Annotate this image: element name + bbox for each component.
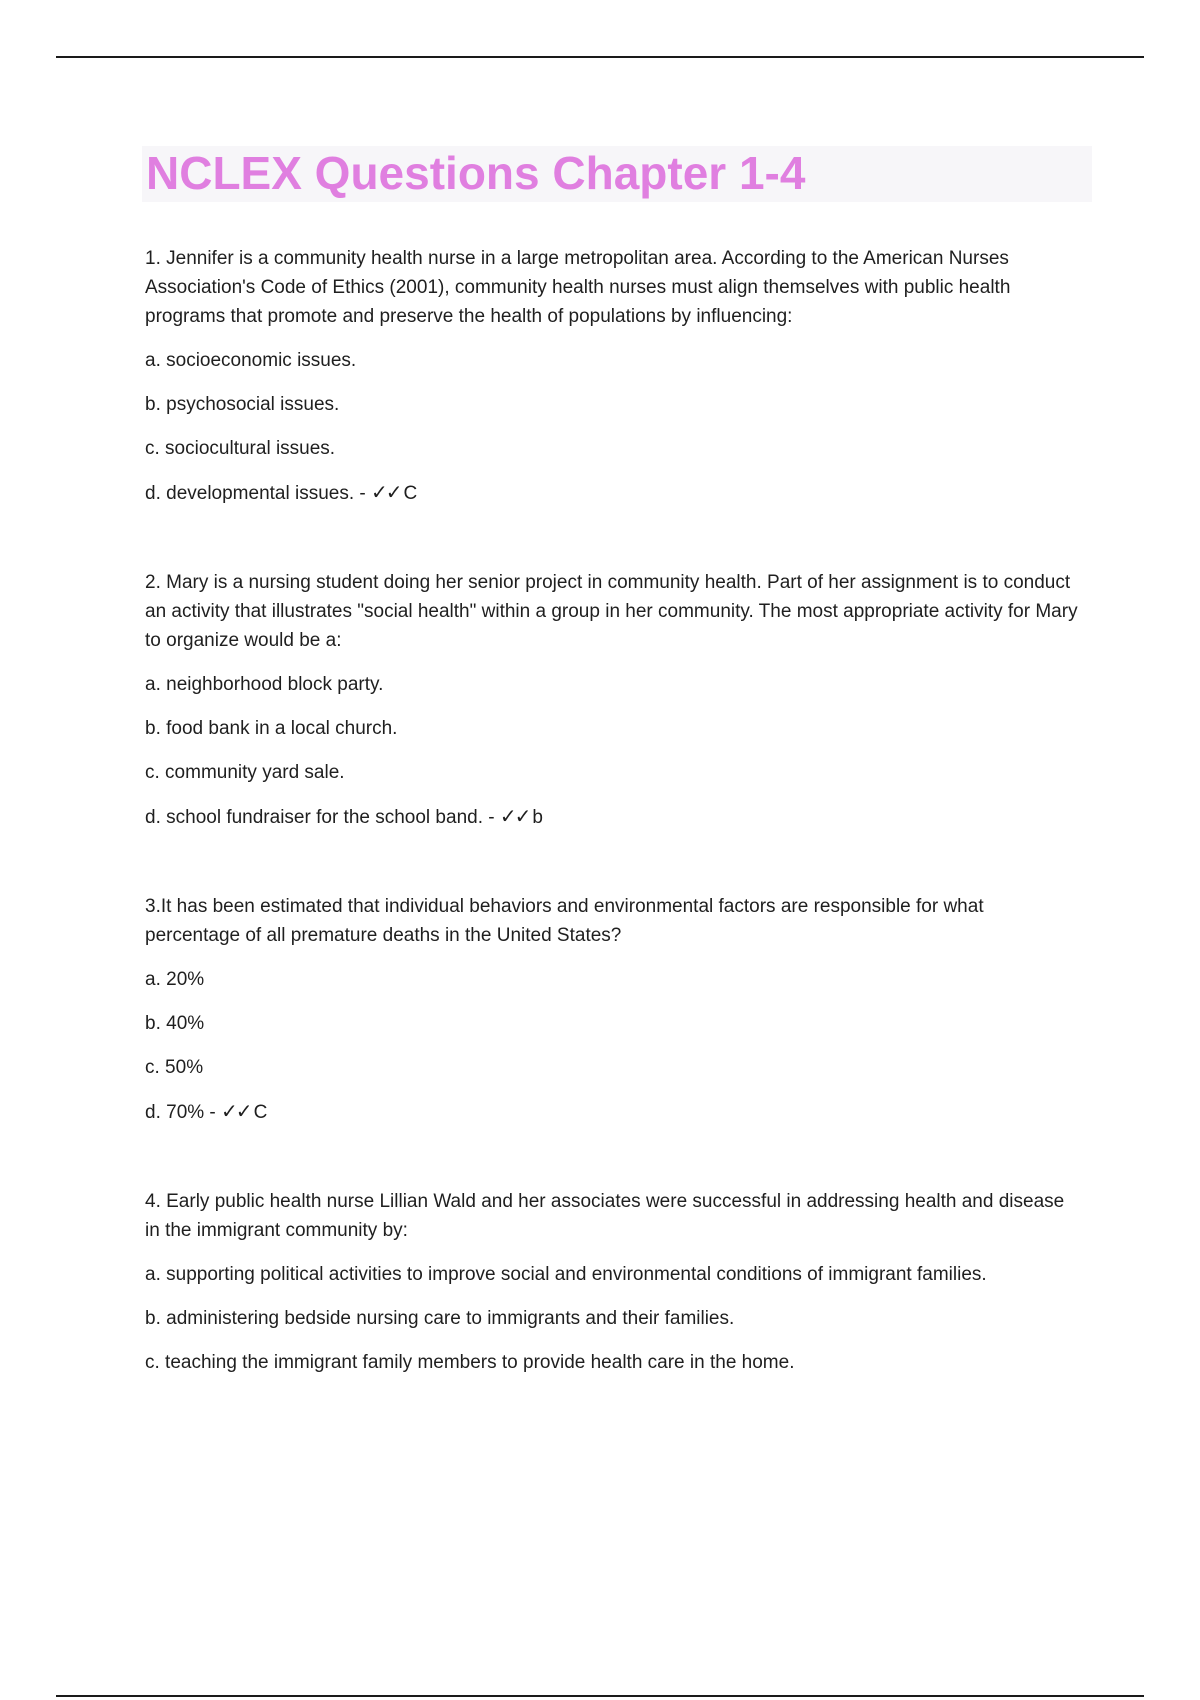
answer-key: C [253,1102,268,1123]
option-b: b. psychosocial issues. [145,394,340,415]
top-rule [56,56,1144,58]
option-b: b. administering bedside nursing care to immigrants and their families. [145,1308,735,1329]
option-d-text: d. school fundraiser for the school band. - [145,807,500,828]
question-text: 1. Jennifer is a community health nurse in a large metropolitan area. According to the American Nurses Association's Code of Ethics (2001), community health nurses must align themselves with public health programs that promote and preserve the health of populations by influencing: [145,248,1011,327]
double-check-icon: ✓✓ [221,1099,251,1123]
option-d [145,478,1080,508]
option-c: c. sociocultural issues. [145,438,336,459]
double-check-icon: ✓✓ [371,480,401,504]
question-spacer [145,508,1080,568]
option-a: a. neighborhood block party. [145,674,384,695]
answer-key: b [532,807,544,828]
question-text: 4. Early public health nurse Lillian Wald and her associates were successful in addressing health and disease in the immigrant community by: [145,1191,1065,1241]
document-title: NCLEX Questions Chapter 1-4 [146,147,806,199]
option-b: b. food bank in a local church. [145,718,398,739]
question-3 [145,892,1080,1127]
option-a: a. socioeconomic issues. [145,350,357,371]
question-text: 2. Mary is a nursing student doing her senior project in community health. Part of her assignment is to conduct an activity that illustrates "social health" within a group in her community. The most appropriate activity for Mary to organize would be a: [145,572,1078,651]
double-check-icon: ✓✓ [499,804,530,828]
question-2 [145,568,1080,832]
option-d-text: d. 70% - [145,1102,222,1123]
option-c: c. teaching the immigrant family members to provide health care in the home. [145,1352,795,1373]
document-body [145,244,1080,1377]
option-a: a. 20% [145,969,205,990]
option-c: c. 50% [145,1057,204,1078]
question-spacer [145,832,1080,892]
question-text: 3.It has been estimated that individual behaviors and environmental factors are responsible for what percentage of all premature deaths in the United States? [145,896,984,946]
question-spacer [145,1127,1080,1187]
question-1 [145,244,1080,508]
question-4 [145,1187,1080,1377]
option-d [145,802,1080,832]
option-d-text: d. developmental issues. - [145,483,372,504]
option-b: b. 40% [145,1013,205,1034]
option-c: c. community yard sale. [145,762,345,783]
answer-key: C [403,483,418,504]
option-d [145,1097,1080,1127]
bottom-rule [56,1695,1144,1697]
option-a: a. supporting political activities to improve social and environmental conditions of immigrant families. [145,1264,987,1285]
